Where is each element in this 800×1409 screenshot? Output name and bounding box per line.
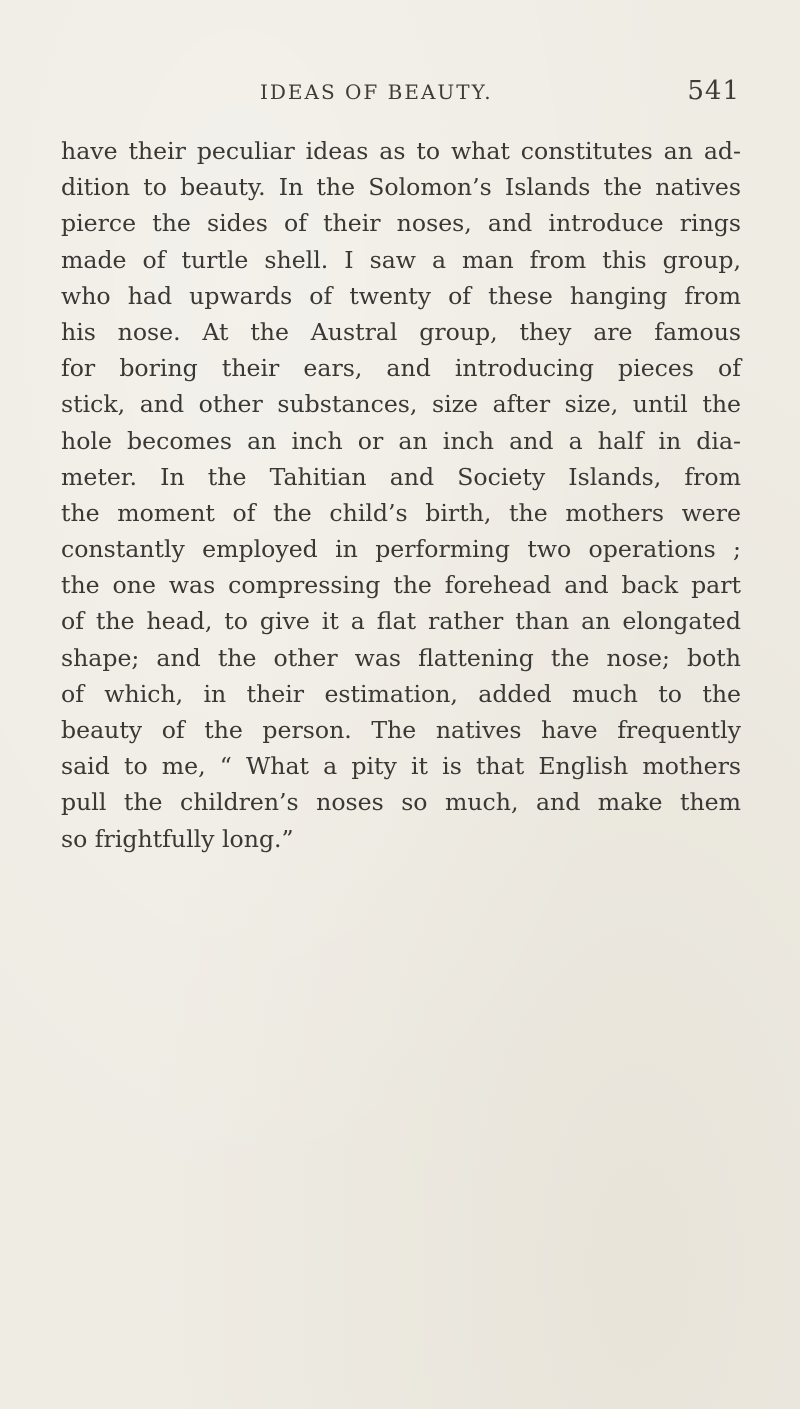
text-line: have their peculiar ideas as to what constitutes an ad- — [61, 137, 741, 165]
text-line: beauty of the person. The natives have frequently — [61, 716, 741, 744]
body-paragraph — [61, 133, 741, 857]
text-line: of which, in their estimation, added much to the — [61, 679, 741, 708]
text-line: pierce the sides of their noses, and introduce rings — [61, 209, 741, 238]
text-line: hole becomes an inch or an inch and a half in dia- — [61, 426, 741, 455]
running-header — [0, 78, 800, 112]
text-line: constantly employed in performing two operations ; — [61, 535, 741, 564]
text-line: the one was compressing the forehead and back part — [61, 571, 741, 600]
text-line: who had upwards of twenty of these hanging from — [61, 281, 741, 310]
text-line: shape; and the other was flattening the nose; both — [61, 643, 741, 672]
text-line: meter. In the Tahitian and Society Islands, from — [61, 462, 741, 491]
page-number: 541 — [687, 76, 740, 106]
text-line: stick, and other substances, size after size, until the — [61, 390, 741, 419]
text-line: dition to beauty. In the Solomon’s Islands the natives — [61, 173, 741, 202]
running-title: IDEAS OF BEAUTY. — [260, 80, 493, 104]
text-line: his nose. At the Austral group, they are famous — [61, 317, 741, 346]
text-line: of the head, to give it a flat rather than an elongated — [61, 607, 741, 636]
text-line: made of turtle shell. I saw a man from this group, — [61, 245, 741, 274]
text-line: said to me, “ What a pity it is that English mothers — [61, 752, 741, 781]
text-line: for boring their ears, and introducing pieces of — [61, 354, 741, 383]
text-line: so frightfully long.” — [61, 824, 294, 853]
text-line: pull the children’s noses so much, and make them — [61, 788, 741, 817]
text-line: the moment of the child’s birth, the mothers were — [61, 498, 741, 527]
